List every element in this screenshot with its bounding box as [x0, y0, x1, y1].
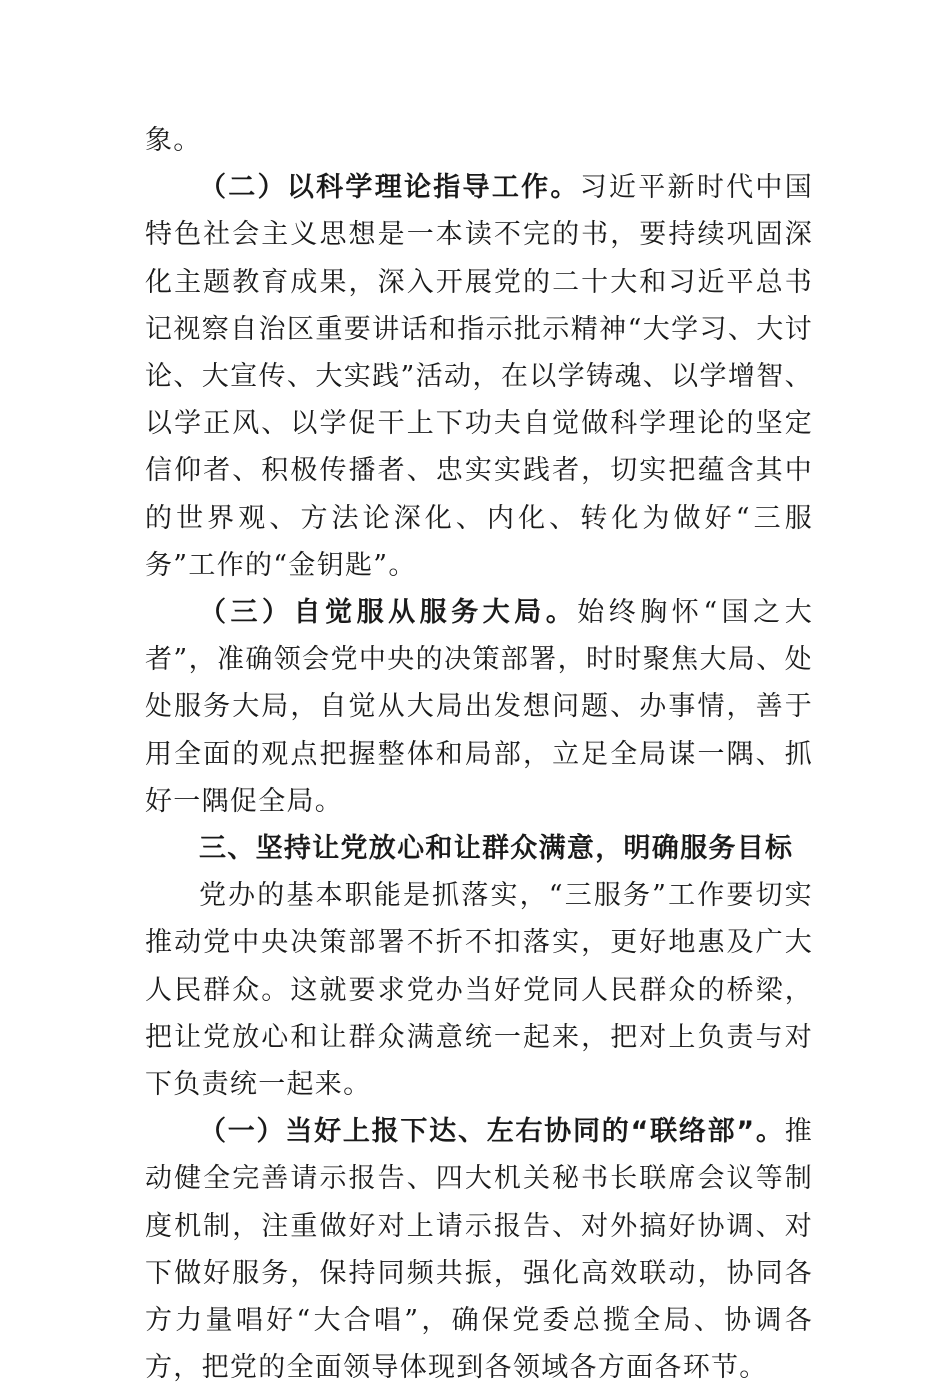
paragraph-text: 党办的基本职能是抓落实，“三服务”工作要切实推动党中央决策部署不折不扣落实，更好地惠及广大人民群众。这就要求党办当好党同人民群众的桥梁，把让党放心和让群众满意统一起来，把对上负责与对下负责统一起来。 — [145, 880, 813, 1101]
section-2-2-paragraph — [145, 164, 813, 589]
section-3-intro-paragraph — [145, 872, 813, 1108]
paragraph-text: 推动健全完善请示报告、四大机关秘书长联席会议等制度机制，注重做好对上请示报告、对外搞好协调、对下做好服务，保持同频共振，强化高效联动，协同各方力量唱好“大合唱”，确保党委总揽全局、协调各方，把党的全面领导体现到各领域各方面各环节。 — [145, 1116, 813, 1384]
section-3-1-paragraph — [145, 1108, 813, 1391]
section-3-heading — [145, 825, 813, 872]
paragraph-lead: （三）自觉服从服务大局。 — [199, 597, 578, 629]
paragraph-lead: （二）以科学理论指导工作。 — [199, 172, 580, 204]
paragraph-text: 始终胸怀“国之大者”，准确领会党中央的决策部署，时时聚焦大局、处处服务大局，自觉从大局出发想问题、办事情，善于用全面的观点把握整体和局部，立足全局谋一隅、抓好一隅促全局。 — [145, 597, 813, 817]
paragraph-lead: （一）当好上报下达、左右协同的“联络部”。 — [199, 1116, 785, 1148]
document-body — [145, 117, 813, 1391]
heading-text: 三、坚持让党放心和让群众满意，明确服务目标 — [199, 833, 794, 865]
continuation-paragraph — [145, 117, 813, 164]
section-2-3-paragraph — [145, 589, 813, 825]
paragraph-text: 象。 — [145, 125, 202, 156]
paragraph-text: 习近平新时代中国特色社会主义思想是一本读不完的书，要持续巩固深化主题教育成果，深入开展党的二十大和习近平总书记视察自治区重要讲话和指示批示精神“大学习、大讨论、大宣传、大实践”活动，在以学铸魂、以学增智、以学正风、以学促干上下功夫自觉做科学理论的坚定信仰者、积极传播者、忠实实践者，切实把蕴含其中的世界观、方法论深化、内化、转化为做好“三服务”工作的“金钥匙”。 — [145, 172, 813, 581]
